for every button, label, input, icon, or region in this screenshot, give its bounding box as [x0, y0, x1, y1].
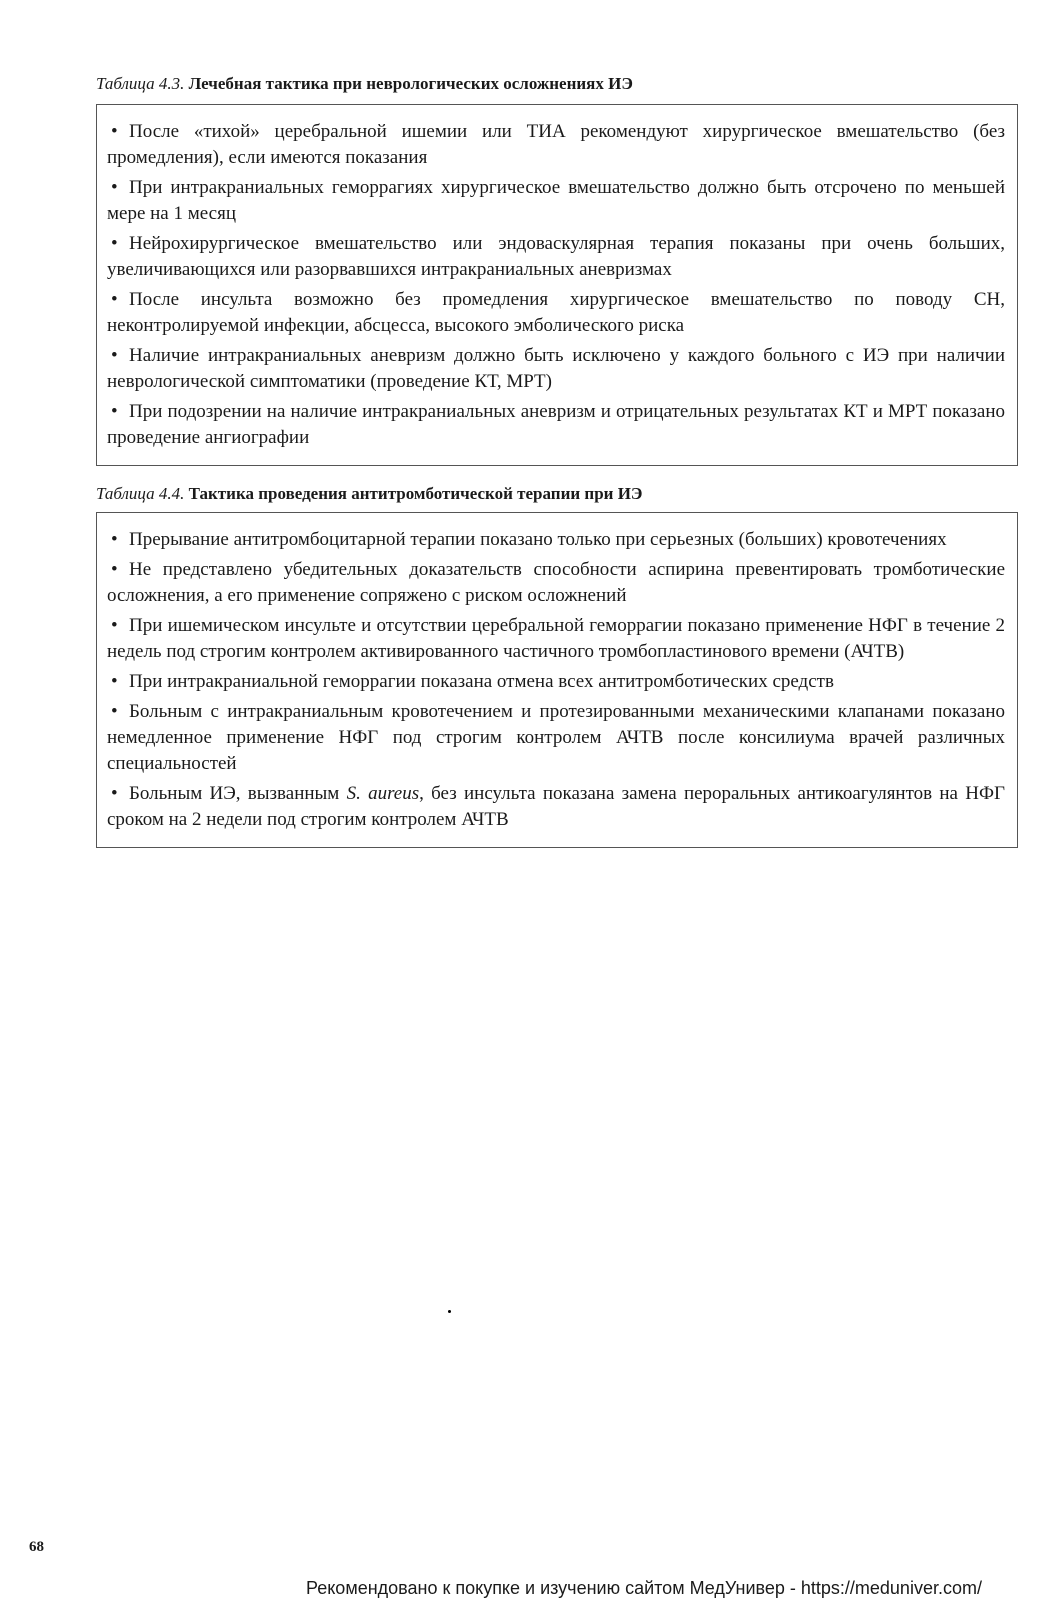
- table-4-4-list: [107, 527, 1005, 833]
- bullet-icon: •: [111, 701, 118, 722]
- species-name: S. aureus: [346, 783, 420, 804]
- table-4-3-caption: [96, 74, 633, 94]
- table-4-4-caption: [96, 484, 642, 504]
- list-item-text: При интракраниальной геморрагии показана отмена всех антитромботических средств: [129, 671, 834, 692]
- bullet-icon: •: [111, 121, 118, 142]
- list-item: [107, 343, 1005, 395]
- table-4-3-label: Таблица 4.3.: [96, 74, 185, 93]
- list-item-text: Больным с интракраниальным кровотечением и протезированными механическими клапанами показано немедленное применение НФГ под строгим контролем АЧТВ после консилиума врачей различных специальностей: [107, 701, 1005, 774]
- list-item-text: Прерывание антитромбоцитарной терапии показано только при серьезных (больших) кровотечениях: [129, 529, 947, 550]
- list-item: [107, 527, 1005, 553]
- list-item-text: После инсульта возможно без промедления хирургическое вмешательство по поводу СН, неконтролируемой инфекции, абсцесса, высокого эмболического риска: [107, 289, 1005, 336]
- list-item: [107, 119, 1005, 171]
- bullet-icon: •: [111, 345, 118, 366]
- list-item: [107, 669, 1005, 695]
- bullet-icon: •: [111, 783, 118, 804]
- bullet-icon: •: [111, 233, 118, 254]
- list-item: [107, 175, 1005, 227]
- stray-dot: [448, 1310, 451, 1313]
- bullet-icon: •: [111, 177, 118, 198]
- list-item-text: Нейрохирургическое вмешательство или эндоваскулярная терапия показаны при очень больших, увеличивающихся или разорвавшихся интракраниальных аневризмах: [107, 233, 1005, 280]
- list-item-text: При ишемическом инсульте и отсутствии церебральной геморрагии показано применение НФГ в течение 2 недель под строгим контролем активированного частичного тромбопластинового времени (АЧТВ): [107, 615, 1005, 662]
- list-item: [107, 287, 1005, 339]
- page-number: 68: [29, 1539, 44, 1555]
- bullet-icon: •: [111, 615, 118, 636]
- list-item-text: Больным ИЭ, вызванным: [129, 783, 347, 804]
- bullet-icon: •: [111, 671, 118, 692]
- bullet-icon: •: [111, 559, 118, 580]
- footer-watermark: Рекомендовано к покупке и изучению сайтом МедУнивер - https://meduniver.com/: [306, 1578, 982, 1598]
- table-4-3-list: [107, 119, 1005, 451]
- list-item: [107, 231, 1005, 283]
- list-item-text-cont: , без инсульта показана замена пероральных антикоагулянтов на НФГ сроком на 2 недели под строгим контролем АЧТВ: [107, 783, 1005, 830]
- list-item-text: При подозрении на наличие интракраниальных аневризм и отрицательных результатах КТ и МРТ показано проведение ангиографии: [107, 401, 1005, 448]
- list-item-text: После «тихой» церебральной ишемии или ТИА рекомендуют хирургическое вмешательство (без промедления), если имеются показания: [107, 121, 1005, 168]
- bullet-icon: •: [111, 529, 118, 550]
- list-item: [107, 557, 1005, 609]
- list-item: [107, 399, 1005, 451]
- table-4-4-box: [96, 512, 1018, 848]
- table-4-3-box: [96, 104, 1018, 466]
- list-item: [107, 781, 1005, 833]
- bullet-icon: •: [111, 289, 118, 310]
- table-4-3-title: Лечебная тактика при неврологических осложнениях ИЭ: [188, 74, 633, 93]
- list-item-text: При интракраниальных геморрагиях хирургическое вмешательство должно быть отсрочено по меньшей мере на 1 месяц: [107, 177, 1005, 224]
- list-item: [107, 699, 1005, 777]
- list-item-text: Не представлено убедительных доказательств способности аспирина превентировать тромботические осложнения, а его применение сопряжено с риском осложнений: [107, 559, 1005, 606]
- bullet-icon: •: [111, 401, 118, 422]
- list-item: [107, 613, 1005, 665]
- table-4-4-title: Тактика проведения антитромботической терапии при ИЭ: [188, 484, 643, 503]
- list-item-text: Наличие интракраниальных аневризм должно быть исключено у каждого больного с ИЭ при наличии неврологической симптоматики (проведение КТ, МРТ): [107, 345, 1005, 392]
- table-4-4-label: Таблица 4.4.: [96, 484, 185, 503]
